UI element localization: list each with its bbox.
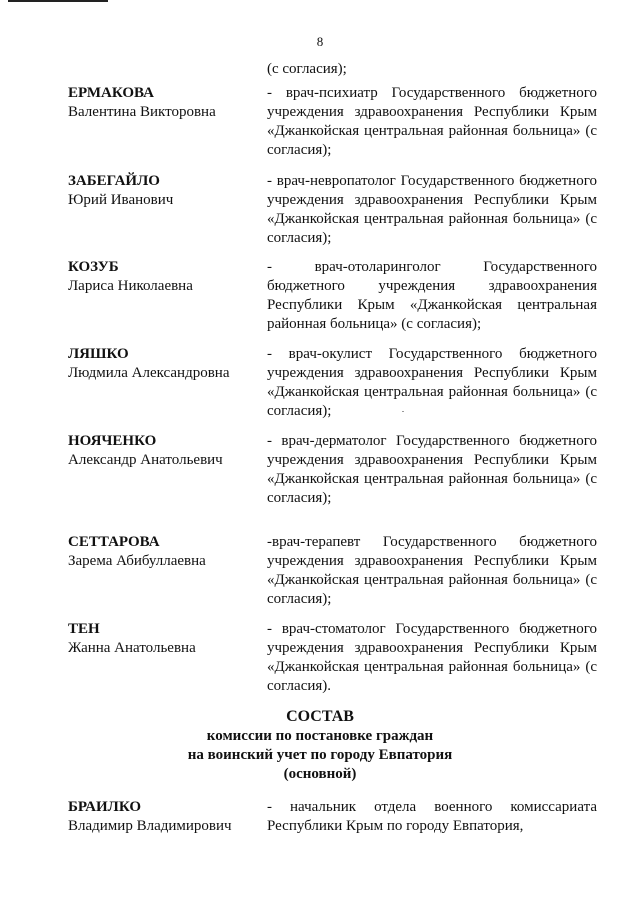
member-surname: НОЯЧЕНКО bbox=[68, 433, 157, 449]
member-name bbox=[68, 258, 253, 296]
member-surname: ЛЯШКО bbox=[68, 346, 129, 362]
member-name bbox=[68, 84, 253, 122]
heading-line: комиссии по постановке граждан bbox=[206, 728, 434, 744]
member-surname: ТЕН bbox=[68, 621, 100, 637]
heading-title: СОСТАВ bbox=[286, 708, 354, 725]
member-description: - врач-стоматолог Государственного бюджетного учреждения здравоохранения Республики Крым «Джанкойская центральная районная больница» (с согласия). bbox=[267, 621, 597, 694]
member-surname: БРАИЛКО bbox=[68, 799, 142, 815]
member-given-names: Жанна Анатольевна bbox=[68, 640, 196, 656]
member-given-names: Людмила Александровна bbox=[68, 365, 230, 381]
member-surname: КОЗУБ bbox=[68, 259, 119, 275]
member-description: - врач-невропатолог Государственного бюджетного учреждения здравоохранения Республики Крым «Джанкойская центральная районная больница» (с согласия); bbox=[267, 173, 597, 246]
member-given-names: Лариса Николаевна bbox=[68, 278, 193, 294]
member-description: - врач-окулист Государственного бюджетного учреждения здравоохранения Республики Крым «Джанкойская центральная районная больница» (с согласия); bbox=[267, 346, 597, 419]
member-description: - врач-отоларинголог Государственного бюджетного учреждения здравоохранения Республики Крым «Джанкойская центральная районная больница» (с согласия); bbox=[267, 259, 597, 332]
member-surname: ЕРМАКОВА bbox=[68, 85, 154, 101]
heading-line: на воинский учет по городу Евпатория bbox=[187, 747, 453, 763]
member-name bbox=[68, 345, 253, 383]
member-description: - начальник отдела военного комиссариата Республики Крым по городу Евпатория, bbox=[267, 799, 597, 834]
member-name bbox=[68, 432, 253, 470]
member-given-names: Владимир Владимирович bbox=[68, 818, 232, 834]
member-name bbox=[68, 533, 253, 571]
member-description: - врач-дерматолог Государственного бюджетного учреждения здравоохранения Республики Крым «Джанкойская центральная районная больница» (с согласия); bbox=[267, 433, 597, 506]
member-name bbox=[68, 172, 253, 210]
member-given-names: Валентина Викторовна bbox=[68, 104, 216, 120]
member-description: -врач-терапевт Государственного бюджетного учреждения здравоохранения Республики Крым «Джанкойская центральная районная больница» (с согласия); bbox=[267, 534, 597, 607]
member-given-names: Юрий Иванович bbox=[68, 192, 174, 208]
heading-line: (основной) bbox=[283, 766, 357, 782]
continuation-text: (с согласия); bbox=[267, 61, 347, 77]
member-surname: СЕТТАРОВА bbox=[68, 534, 160, 550]
member-surname: ЗАБЕГАЙЛО bbox=[68, 173, 160, 189]
section-heading bbox=[0, 706, 640, 784]
page-number: 8 bbox=[316, 34, 324, 49]
member-name bbox=[68, 620, 253, 658]
member-given-names: Зарема Абибуллаевна bbox=[68, 553, 206, 569]
member-given-names: Александр Анатольевич bbox=[68, 452, 223, 468]
member-name bbox=[68, 798, 253, 836]
member-description: - врач-психиатр Государственного бюджетного учреждения здравоохранения Республики Крым «Джанкойская центральная районная больница» (с согласия); bbox=[267, 85, 597, 158]
scan-edge-line bbox=[8, 0, 108, 2]
